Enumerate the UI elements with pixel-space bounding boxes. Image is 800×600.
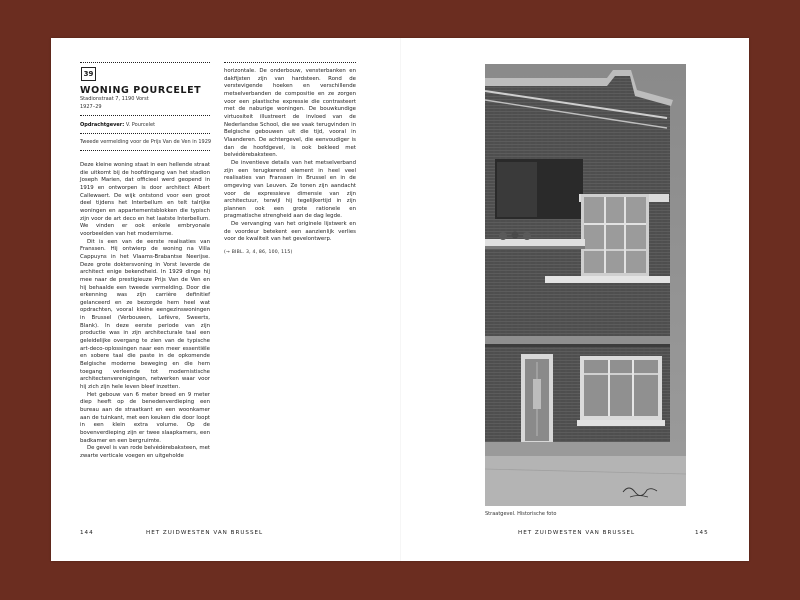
entry-title: WONING POURCELET	[80, 85, 202, 96]
paragraph: De inventieve details van het metselverband zijn een terugkerend element in heel veel realisaties van Franssen in Brussel en in de omgeving van Leuven. Ze tonen zijn aandacht voor de expressieve dimensie van zijn architectuur, terwijl hij tegelijkertijd in zijn plannen ook een grote rationele en pragmatische strengheid aan de dag legde.	[224, 159, 356, 220]
top-dotted-rule	[80, 62, 210, 63]
paragraph: Deze kleine woning staat in een hellende straat die uitkomt bij de hoofdingang van het stadion Joseph Marien, dat officieel werd geopend in 1919 en ontworpen is door architect Albert Callewaert. De wijk ontstond voor een groot deel tijdens het Interbellum en telt talrijke woningen en appartementsblokken die typisch zijn voor de art deco en het laatste Interbellum. We vinden er ook enkele embryonale voorbeelden van het modernisme.	[80, 162, 210, 237]
paragraph: Dit is een van de eerste realisaties van Franssen. Hij ontwierp de woning na Villa Cappuyns in het Vlaams-Brabantse Neerijse. Deze grote doktersvoning in Vorst leverde de architect enige bekendheid. In 1929 dinge hij mee naar de prestigieuze Prijs Van de Ven en hij behaalde een tweede vermelding. Door die erkenning was zijn carrière definitief gelanceerd en ze bezorgde hem heel wat opdrachten, vooral kleine eengezinswoningen in Brussel (Verbouwen, Lefèvre, Sweerts, Blank). In deze eerste periode van zijn productie was in zijn architecturale taal een geleidelijke overgang te zien van de typische art-deco-oplossingen naar een meer essentiële en sobere taal die paste in de opkomende Belgische moderne beweging en die hem toegang verleende tot modernistische architectenverenigingen, netwerken waar voor hij zich zijn hele leven bleef inzetten.	[80, 238, 210, 391]
client-name: V. Pourcelet	[125, 122, 156, 128]
entry-client	[80, 122, 155, 129]
meta-dotted-rule-2	[80, 133, 210, 134]
book-spread	[51, 38, 749, 561]
left-page-number: 144	[80, 530, 94, 536]
left-text-column	[80, 162, 210, 461]
paragraph: Het gebouw van 6 meter breed en 9 meter diep heeft op de benedenverdieping een bureau aan de straatkant en een woonkamer aan de tuinkant, met een keuken die door loopt in een klein extra volume. Op de bovenverdieping zijn er twee slaapkamers, een badkamer en een bergruimte.	[80, 391, 210, 444]
historic-facade-photo	[485, 64, 686, 506]
photo-caption: Straatgevel. Historische foto	[485, 511, 557, 517]
middle-text-column	[224, 68, 356, 257]
client-label: Opdrachtgever:	[80, 122, 125, 128]
left-running-title: HET ZUIDWESTEN VAN BRUSSEL	[146, 530, 264, 536]
entry-award: Tweede vermelding voor de Prijs Van de Ven in 1929	[80, 139, 212, 145]
page-gutter	[400, 38, 401, 561]
paragraph: horizontale. De onderbouw, vensterbanken en dakfijsten zijn van hardsteen. Rond de verstevigende hoeken en verschillende metselverbanden de compositie en ze zorgen voor een plastische expressie die contrasteert met de naburige woningen. De bouwkundige virtuositeit illustreert de invloed van de Nederlandse School, die we vaak terugvinden in Belgische gebouwen uit die tijd, vooral in Vlaanderen. De achtergevel, die eenvoudiger is dan de hoofdgevel, is ook bekleed met belvédèrebaksteen.	[224, 68, 356, 159]
bibliography-reference: (→ BIBL. 3, 4, 86, 100, 115)	[224, 250, 293, 256]
paragraph: De vervanging van het originele lijstwerk en de voordeur betekent een aanzienlijk verlies voor de kwaliteit van het gevelontwerp.	[224, 221, 356, 243]
entry-number-badge: 39	[81, 67, 96, 81]
right-running-title: HET ZUIDWESTEN VAN BRUSSEL	[518, 530, 636, 536]
middle-top-dotted-rule	[224, 62, 356, 63]
paragraph: De gevel is van rode belvédèrebaksteen, met zwarte verticale voegen en uitgeholde	[80, 445, 210, 459]
meta-dotted-rule-3	[80, 150, 210, 151]
entry-address: Stadionstraat 7, 1190 Vorst	[80, 96, 149, 102]
meta-dotted-rule-1	[80, 115, 210, 116]
right-page-number: 145	[695, 530, 709, 536]
entry-years: 1927–29	[80, 104, 102, 110]
